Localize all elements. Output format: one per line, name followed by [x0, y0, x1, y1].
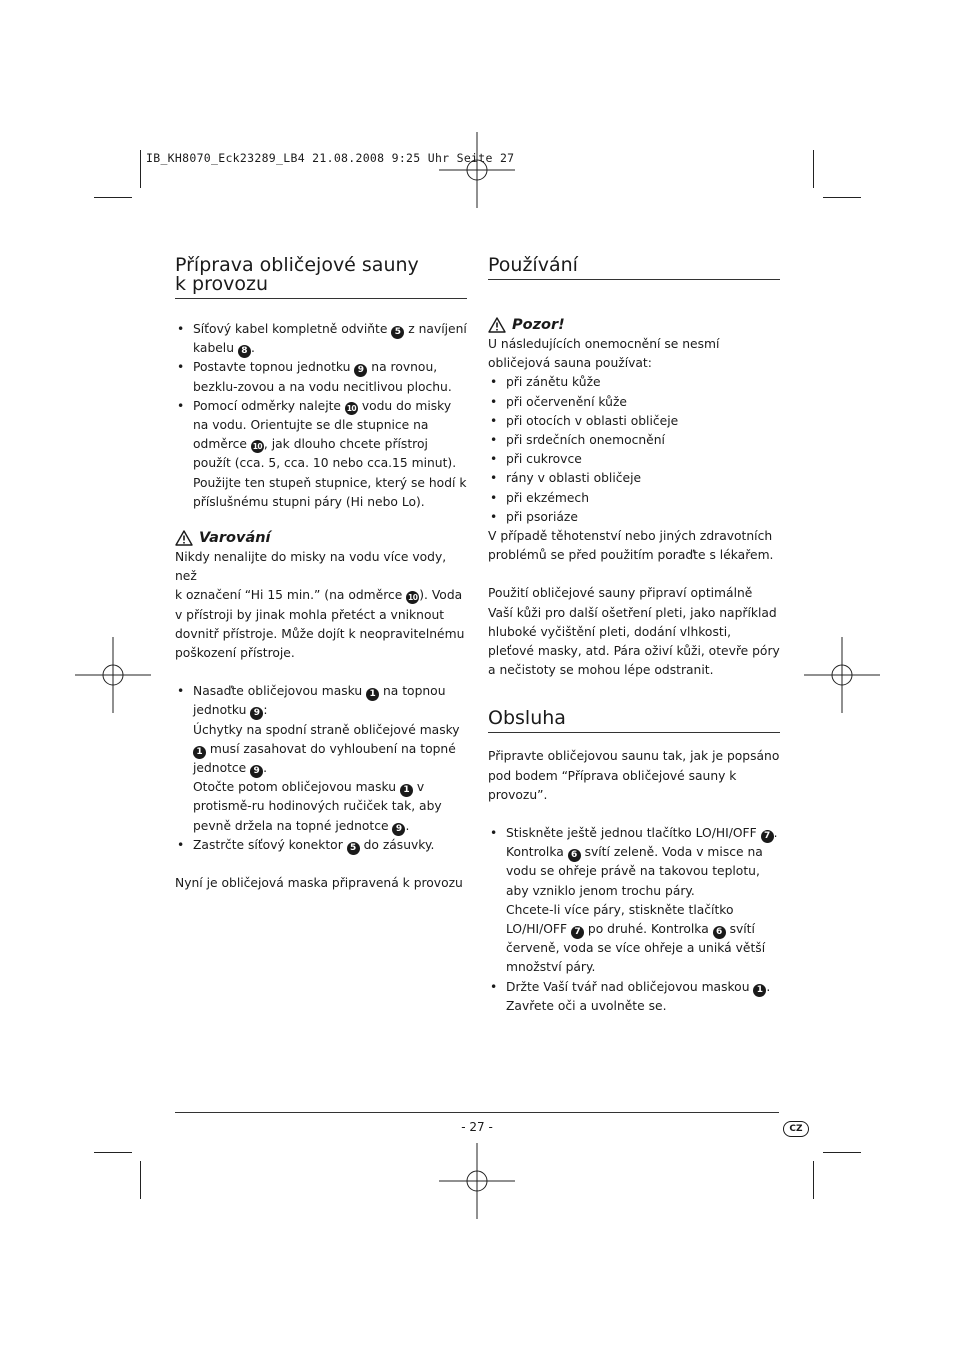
number-badge: 7: [571, 926, 584, 939]
number-badge: 10: [346, 403, 357, 413]
text-span: vodu do misky na vodu. Orientujte se dle stupnice na odměrce: [193, 398, 452, 452]
caution-intro: U následujících onemocnění se nesmí obličejová sauna používat:: [488, 337, 720, 371]
text-span: Držte Vaší tvář nad obličejovou maskou: [506, 979, 754, 994]
warning-title: Varování: [199, 530, 271, 547]
registration-mark-left: [75, 637, 151, 713]
text-span: svítí zeleně. Voda v misce na vodu se ohřeje právě na takovou teplotu, aby vzniklo jenom trochu páry.: [506, 845, 763, 898]
left-column: [175, 256, 467, 893]
text-span: do zásuvky.: [359, 837, 435, 852]
section-title-preparation: [175, 256, 467, 299]
list-item: • při cukrovce: [488, 450, 780, 469]
text-span: Pomocí odměrky nalejte: [193, 398, 345, 413]
text-span: ). Voda v přístroji by jinak mohla přetéct a vniknout dovnitř přístroje. Může dojít k neopravitelnému poškození přístroje.: [175, 588, 465, 661]
benefits-text: Použití obličejové sauny připraví optimálně Vaší kůži pro další ošetření pleti, jako například hluboké vyčištění pleti, dodání vlhkosti, pleťové masky, atd. Pára oživí kůži, otevře póry a nečistoty se mohou lépe odstranit.: [488, 586, 780, 678]
number-badge: 9: [250, 707, 263, 720]
text-span: . Zavřete oči a uvolněte se.: [506, 979, 771, 1013]
number-badge: 8: [238, 345, 251, 358]
text-span: svítí červeně, voda se více ohřeje a uniká větší množství páry.: [506, 922, 766, 975]
list-item: [488, 824, 780, 978]
crop-mark: [813, 150, 814, 188]
crop-mark: [140, 1161, 141, 1199]
number-badge: 5: [347, 842, 360, 855]
number-badge: 1: [400, 784, 413, 797]
text-span: .: [263, 761, 268, 776]
list-item: • při zánětu kůže: [488, 373, 780, 392]
text-span: Chcete-li více páry, stiskněte tlačítko LO/HI/OFF: [506, 902, 734, 937]
text-span: . Kontrolka: [506, 826, 778, 860]
section-title-usage: Používání: [488, 256, 780, 280]
number-badge: 1: [193, 746, 206, 759]
list-item: • při otocích v oblasti obličeje: [488, 412, 780, 431]
number-badge: 5: [391, 326, 404, 339]
section-title-operation: Obsluha: [488, 709, 780, 733]
list-item: [175, 320, 467, 358]
list-item: [175, 836, 467, 855]
crop-mark: [823, 1152, 861, 1153]
caution-heading: [488, 315, 780, 335]
list-item: [175, 358, 467, 396]
number-badge: 10: [252, 442, 263, 452]
text-span: na topnou jednotku: [193, 684, 446, 718]
crop-mark: [94, 1152, 132, 1153]
text-span: Nasaďte obličejovou masku: [193, 684, 367, 699]
title-line: Příprava obličejové sauny: [175, 254, 419, 276]
number-badge: 9: [250, 765, 263, 778]
crop-mark: [94, 197, 132, 198]
footer-divider: [175, 1112, 779, 1113]
text-span: na rovnou, bezklu-zovou a na vodu necitlivou plochu.: [193, 360, 452, 394]
number-badge: 10: [408, 593, 418, 603]
conditions-list: [488, 373, 780, 527]
list-item: • při psoriáze: [488, 508, 780, 527]
number-badge: 6: [713, 926, 726, 939]
text-span: .: [405, 818, 410, 833]
number-badge: 9: [392, 823, 405, 836]
list-item: • rány v oblasti obličeje: [488, 469, 780, 488]
text-span: Postavte topnou jednotku: [193, 360, 355, 375]
warning-icon: [488, 317, 506, 333]
text-span: Úchytky na spodní straně obličejové masky: [193, 722, 460, 737]
list-item: • při srdečních onemocnění: [488, 431, 780, 450]
print-header: IB_KH8070_Eck23289_LB4 21.08.2008 9:25 Uhr Seite 27: [146, 151, 515, 165]
registration-mark-bottom: [439, 1143, 515, 1219]
final-text: Nyní je obličejová maska připravená k provozu: [175, 876, 463, 891]
list-item: [488, 978, 780, 1016]
mask-list: [175, 682, 467, 855]
right-column: [488, 256, 780, 1016]
operation-intro: Připravte obličejovou saunu tak, jak je popsáno pod bodem “Příprava obličejové sauny k provozu”.: [488, 749, 780, 802]
list-item: • při ekzémech: [488, 489, 780, 508]
warning-text: [175, 548, 467, 663]
list-item: [175, 682, 467, 836]
text-span: :: [263, 703, 268, 718]
crop-mark: [823, 197, 861, 198]
crop-mark: [813, 1161, 814, 1199]
language-badge: CZ: [783, 1121, 809, 1137]
warning-heading: [175, 528, 467, 548]
registration-mark-right: [804, 637, 880, 713]
text-span: .: [250, 341, 255, 356]
list-item: • při očervenění kůže: [488, 393, 780, 412]
text-span: Nikdy nenalijte do misky na vodu více vody, než: [175, 550, 447, 584]
number-badge: 1: [753, 984, 766, 997]
number-badge: 6: [568, 849, 581, 862]
title-line: k provozu: [175, 273, 269, 295]
list-item: [175, 397, 467, 512]
text-span: z navíjení kabelu: [193, 322, 467, 356]
text-span: k označení “Hi 15 min.” (na odměrce: [175, 588, 407, 603]
number-badge: 7: [761, 830, 774, 843]
registration-mark-top: [439, 132, 515, 208]
text-span: Stiskněte ještě jednou tlačítko LO/HI/OFF: [506, 826, 761, 841]
pregnancy-text: V případě těhotenství nebo jiných zdravotních problémů se před použitím poraďte s lékařem.: [488, 529, 774, 563]
text-span: po druhé. Kontrolka: [584, 922, 713, 937]
crop-mark: [140, 150, 141, 188]
preparation-list: [175, 320, 467, 512]
text-span: Zastrčte síťový konektor: [193, 837, 347, 852]
page-number: - 27 -: [461, 1120, 493, 1134]
warning-icon: [175, 530, 193, 546]
number-badge: 9: [354, 364, 367, 377]
number-badge: 1: [366, 688, 379, 701]
text-span: v protismě-ru hodinových ručiček tak, aby pevně držela na topné jednotce: [193, 780, 442, 833]
caution-title: Pozor!: [512, 317, 565, 333]
text-span: musí zasahovat do vyhloubení na topné jednotce: [193, 741, 456, 776]
text-span: , jak dlouho chcete přístroj použít (cca. 5, cca. 10 nebo cca.15 minut). Použijte ten stupeň stupnice, který se hodí k příslušnému stupni páry (Hi nebo Lo).: [193, 437, 467, 509]
text-span: Otočte potom obličejovou masku: [193, 780, 400, 795]
text-span: Síťový kabel kompletně odviňte: [193, 322, 392, 336]
steps-list: [488, 824, 780, 1016]
